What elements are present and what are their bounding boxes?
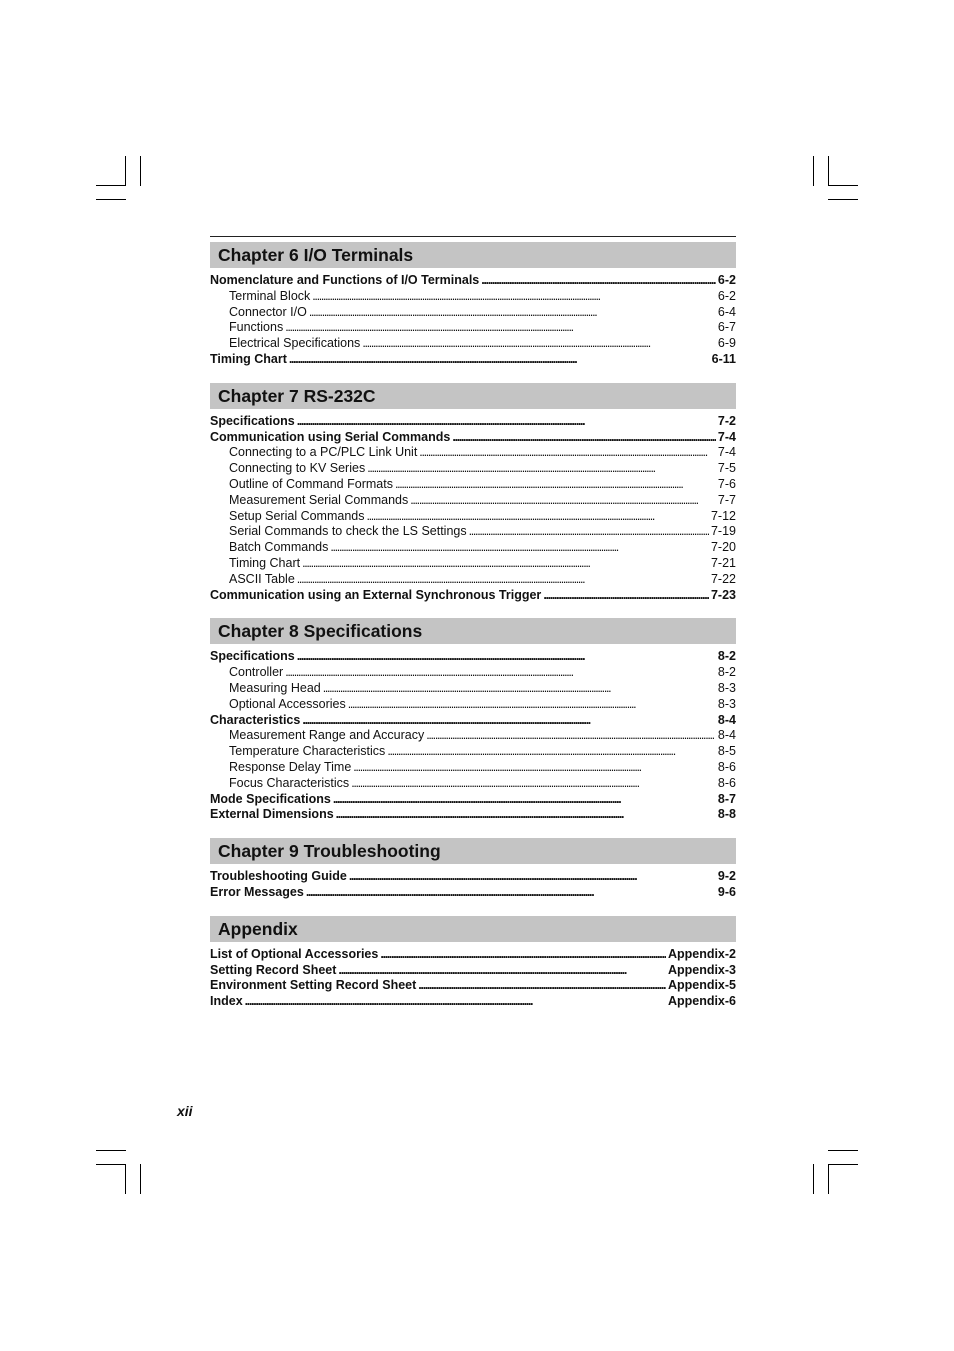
dot-leader [418,978,666,994]
crop-mark [828,156,829,186]
dot-leader [348,697,716,713]
entry-page: 7-23 [710,587,736,602]
entry-title: External Dimensions [210,807,334,822]
dot-leader [336,807,716,823]
toc-entry[interactable] [210,681,736,697]
chapter-heading: Chapter 6 I/O Terminals [210,242,736,268]
entry-page: Appendix-3 [667,962,736,977]
dot-leader [338,963,666,979]
dot-leader [245,994,666,1010]
dot-leader [380,947,666,963]
toc-entry[interactable] [210,352,736,368]
page-number: xii [177,1103,193,1119]
dot-leader [366,509,708,525]
entry-page: 8-7 [717,791,736,806]
crop-mark [125,1164,126,1194]
entry-title: Setting Record Sheet [210,962,337,977]
dot-leader [395,477,716,493]
dot-leader [351,776,716,792]
entry-title: Connecting to a PC/PLC Link Unit [229,445,418,460]
dot-leader [289,352,710,368]
toc-entry[interactable] [210,994,736,1010]
entry-title: Mode Specifications [210,791,331,806]
entry-page: 7-21 [710,555,736,570]
entry-page: 8-3 [717,696,736,711]
toc-entry[interactable] [210,289,736,305]
entry-page: 7-19 [710,524,736,539]
entry-title: Terminal Block [229,288,311,303]
entry-title: Environment Setting Record Sheet [210,978,417,993]
chapter-entries [210,649,736,823]
crop-mark [828,1164,829,1194]
top-rule [210,236,736,237]
entry-title: Index [210,994,243,1009]
dot-leader [285,320,716,336]
entry-title: Timing Chart [210,351,287,366]
entry-page: 8-2 [717,649,736,664]
toc-entry[interactable] [210,336,736,352]
toc-entry[interactable] [210,869,736,885]
crop-mark [140,156,141,186]
entry-page: 8-3 [717,680,736,695]
toc-entry[interactable] [210,556,736,572]
dot-leader [426,728,716,744]
entry-title: Electrical Specifications [229,336,361,351]
dot-leader [309,305,716,321]
entry-page: 7-7 [717,492,736,507]
toc-entry[interactable] [210,445,736,461]
entry-page: 8-6 [717,759,736,774]
entry-title: Connecting to KV Series [229,461,366,476]
toc-entry[interactable] [210,320,736,336]
toc-entry[interactable] [210,792,736,808]
dot-leader [312,289,716,305]
entry-title: Controller [229,665,284,680]
crop-mark [96,199,126,200]
entry-title: Setup Serial Commands [229,508,365,523]
entry-page: 6-2 [717,273,736,287]
table-of-contents [210,236,736,1025]
entry-page: 7-2 [717,413,736,428]
chapter-entries [210,273,736,368]
entry-page: 9-6 [717,884,736,899]
entry-page: 8-6 [717,775,736,790]
entry-title: Focus Characteristics [229,775,350,790]
chapter-entries [210,947,736,1010]
entry-page: Appendix-5 [667,978,736,993]
toc-entry[interactable] [210,540,736,556]
entry-page: 6-4 [717,304,736,319]
crop-mark [828,199,858,200]
dot-leader [302,713,716,729]
crop-mark [140,1164,141,1194]
entry-page: 8-4 [717,712,736,727]
dot-leader [297,649,716,665]
toc-entry[interactable] [210,978,736,994]
dot-leader [543,588,709,604]
toc-entry[interactable] [210,760,736,776]
entry-page: 9-2 [717,869,736,884]
chapter-heading: Chapter 8 Specifications [210,618,736,644]
entry-title: Response Delay Time [229,759,352,774]
dot-leader [419,445,716,461]
entry-page: 8-2 [717,665,736,680]
dot-leader [297,414,716,430]
entry-title: ASCII Table [229,571,295,586]
toc-entry[interactable] [210,477,736,493]
toc-entry[interactable] [210,744,736,760]
toc-entry[interactable] [210,649,736,665]
entry-title: Specifications [210,413,295,428]
toc-entry[interactable] [210,524,736,540]
dot-leader [302,556,709,572]
entry-page: 7-4 [717,429,736,444]
entry-page: 7-22 [710,571,736,586]
entry-page: 6-2 [717,288,736,303]
toc-entry[interactable] [210,697,736,713]
entry-title: Communication using Serial Commands [210,429,451,444]
toc-entry[interactable] [210,713,736,729]
toc-entry[interactable] [210,776,736,792]
toc-entry[interactable] [210,273,736,289]
crop-mark [828,1150,858,1151]
chapter-entries [210,869,736,901]
toc-entry[interactable] [210,963,736,979]
crop-mark [96,1150,126,1151]
toc-entry[interactable] [210,509,736,525]
chapter-entries [210,414,736,604]
entry-page: 6-11 [711,351,736,366]
entry-title: Nomenclature and Functions of I/O Terminals [210,273,480,287]
dot-leader [333,792,716,808]
toc-entry[interactable] [210,665,736,681]
dot-leader [481,273,716,289]
crop-mark [96,185,126,186]
entry-page: 6-9 [717,336,736,351]
toc-entry[interactable] [210,430,736,446]
dot-leader [410,493,716,509]
dot-leader [367,461,716,477]
entry-page: 7-12 [710,508,736,523]
toc-entry[interactable] [210,305,736,321]
dot-leader [362,336,716,352]
entry-title: Troubleshooting Guide [210,869,347,884]
dot-leader [285,665,716,681]
toc-entry[interactable] [210,461,736,477]
dot-leader [297,572,709,588]
entry-page: 8-5 [717,744,736,759]
toc-entry[interactable] [210,728,736,744]
entry-title: Characteristics [210,712,301,727]
crop-mark [828,185,858,186]
dot-leader [353,760,716,776]
dot-leader [330,540,709,556]
entry-page: 6-7 [717,320,736,335]
toc-entry[interactable] [210,588,736,604]
dot-leader [387,744,716,760]
entry-title: Measurement Range and Accuracy [229,728,425,743]
dot-leader [469,524,709,540]
entry-title: Serial Commands to check the LS Settings [229,524,467,539]
crop-mark [828,1164,858,1165]
dot-leader [349,869,716,885]
toc-entry[interactable] [210,885,736,901]
toc-entry[interactable] [210,414,736,430]
entry-title: Measurement Serial Commands [229,492,409,507]
entry-page: 7-20 [710,540,736,555]
entry-title: Timing Chart [229,555,301,570]
entry-title: Error Messages [210,884,304,899]
dot-leader [452,430,716,446]
chapter-heading: Appendix [210,916,736,942]
entry-page: Appendix-6 [667,994,736,1009]
entry-page: 7-5 [717,461,736,476]
entry-title: Measuring Head [229,680,321,695]
chapter-heading: Chapter 9 Troubleshooting [210,838,736,864]
entry-title: Connector I/O [229,304,307,319]
crop-mark [96,1164,126,1165]
entry-page: 8-4 [717,728,736,743]
entry-page: 7-6 [717,476,736,491]
entry-page: Appendix-2 [667,946,736,961]
dot-leader [306,885,716,901]
chapter-heading: Chapter 7 RS-232C [210,383,736,409]
entry-page: 7-4 [717,445,736,460]
entry-title: Communication using an External Synchronous Trigger [210,587,542,602]
entry-title: Temperature Characteristics [229,744,386,759]
entry-title: Specifications [210,649,295,664]
entry-title: Functions [229,320,284,335]
entry-title: Batch Commands [229,540,329,555]
entry-page: 8-8 [717,807,736,822]
crop-mark [813,1164,814,1194]
toc-entry[interactable] [210,807,736,823]
crop-mark [813,156,814,186]
toc-entry[interactable] [210,572,736,588]
entry-title: Optional Accessories [229,696,346,711]
dot-leader [323,681,716,697]
entry-title: Outline of Command Formats [229,476,393,491]
entry-title: List of Optional Accessories [210,946,379,961]
toc-entry[interactable] [210,493,736,509]
toc-entry[interactable] [210,947,736,963]
crop-mark [125,156,126,186]
